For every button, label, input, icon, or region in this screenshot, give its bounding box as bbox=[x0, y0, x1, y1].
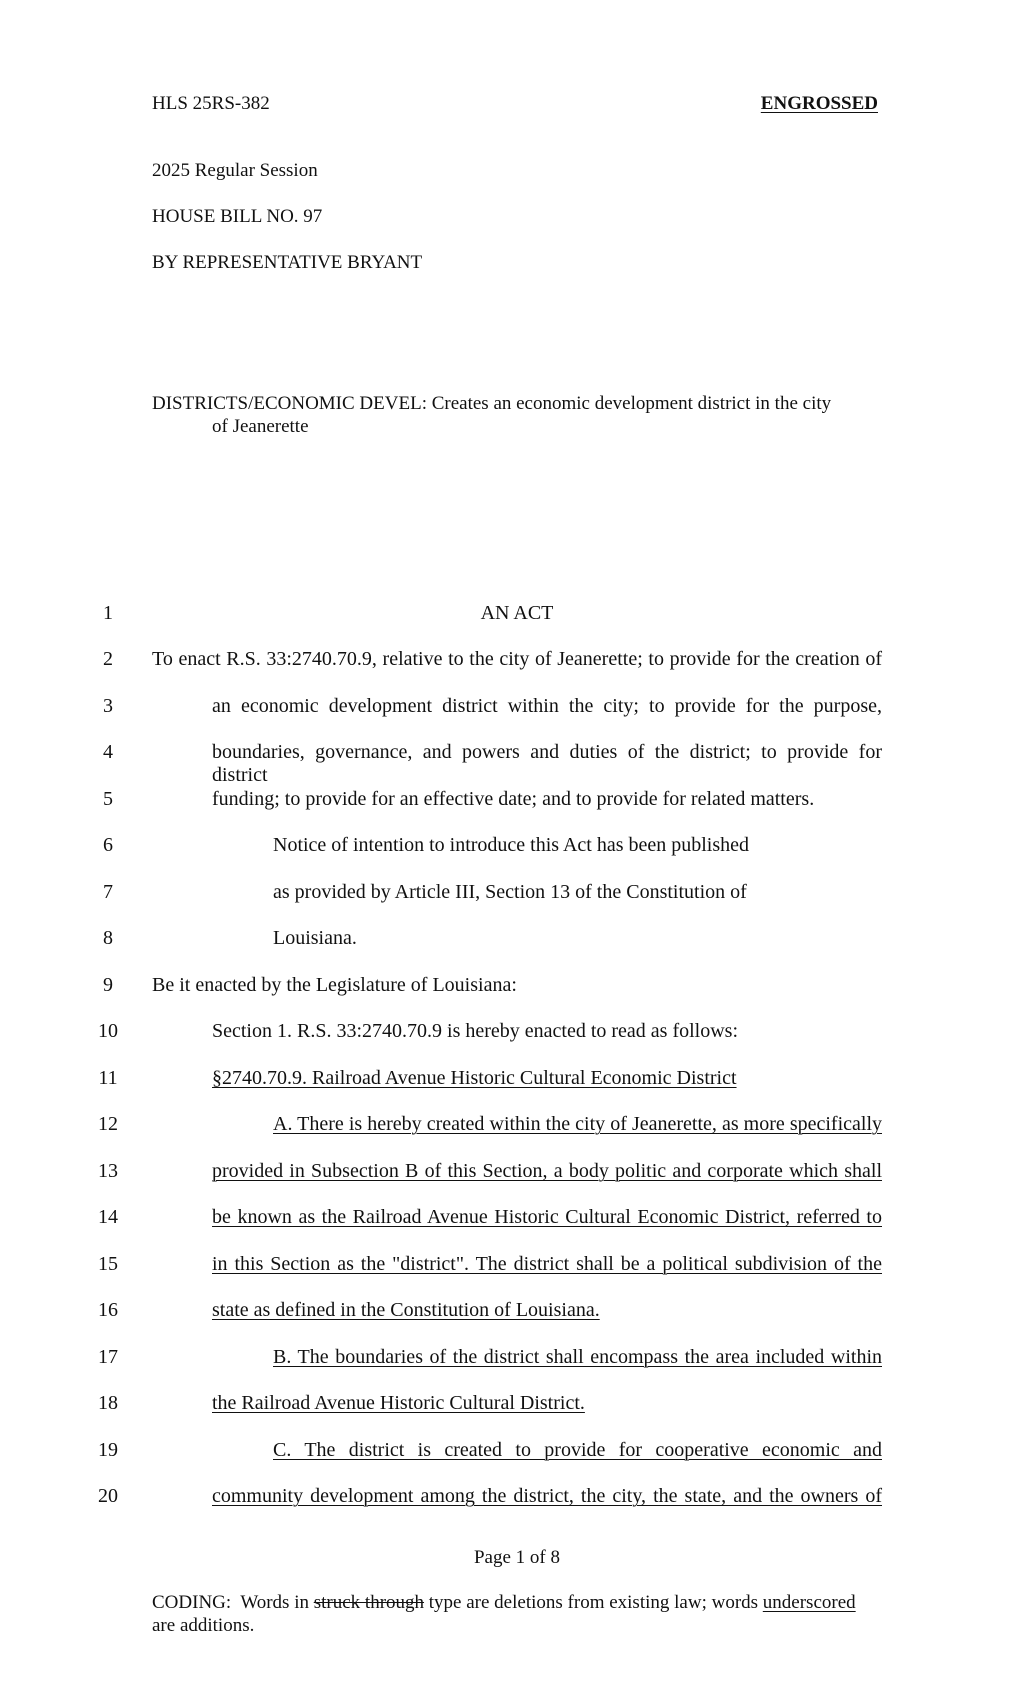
line-number: 14 bbox=[98, 1206, 118, 1228]
line-number: 12 bbox=[98, 1113, 118, 1135]
line-number: 10 bbox=[98, 1020, 118, 1042]
section-text-line: in this Section as the "district". The district shall be a political subdivision of the bbox=[212, 1253, 882, 1275]
line-number: 5 bbox=[103, 788, 113, 810]
title-line: an economic development district within the city; to provide for the purpose, bbox=[212, 695, 882, 717]
notice-line: as provided by Article III, Section 13 of the Constitution of bbox=[273, 881, 747, 903]
line-number: 3 bbox=[103, 695, 113, 717]
section-line: Section 1. R.S. 33:2740.70.9 is hereby enacted to read as follows: bbox=[212, 1020, 739, 1042]
section-text-line: the Railroad Avenue Historic Cultural District. bbox=[212, 1392, 585, 1414]
section-text-line: B. The boundaries of the district shall encompass the area included within bbox=[273, 1346, 882, 1368]
title-line: boundaries, governance, and powers and duties of the district; to provide for district bbox=[212, 741, 882, 786]
line-number: 4 bbox=[103, 741, 113, 763]
line-number: 17 bbox=[98, 1346, 118, 1368]
section-text-line: community development among the district, the city, the state, and the owners of bbox=[212, 1485, 882, 1507]
section-text-line: provided in Subsection B of this Section, a body politic and corporate which shall bbox=[212, 1160, 882, 1182]
line-number: 13 bbox=[98, 1160, 118, 1182]
title-line: funding; to provide for an effective date; and to provide for related matters. bbox=[212, 788, 815, 810]
line-number: 8 bbox=[103, 927, 113, 949]
line-number: 1 bbox=[103, 602, 113, 624]
coding-struck-sample: struck through bbox=[313, 1592, 425, 1613]
line-number: 11 bbox=[98, 1067, 118, 1089]
notice-line: Notice of intention to introduce this Act has been published bbox=[273, 834, 750, 856]
line-number: 20 bbox=[98, 1485, 118, 1507]
section-text-line: state as defined in the Constitution of Louisiana. bbox=[212, 1299, 600, 1321]
line-number: 15 bbox=[98, 1253, 118, 1275]
line-number: 6 bbox=[103, 834, 113, 856]
line-number: 18 bbox=[98, 1392, 118, 1414]
enacting-clause: Be it enacted by the Legislature of Louisiana: bbox=[152, 974, 517, 996]
bill-author: BY REPRESENTATIVE BRYANT bbox=[152, 252, 423, 273]
line-number: 16 bbox=[98, 1299, 118, 1321]
act-title: AN ACT bbox=[480, 602, 554, 624]
section-text-line: be known as the Railroad Avenue Historic Cultural Economic District, referred to bbox=[212, 1206, 882, 1228]
line-number: 19 bbox=[98, 1439, 118, 1461]
coding-prefix: CODING: Words in bbox=[152, 1592, 314, 1613]
session-label: 2025 Regular Session bbox=[152, 160, 318, 181]
section-text-line: C. The district is created to provide for cooperative economic and bbox=[273, 1439, 882, 1461]
digest-line-1: DISTRICTS/ECONOMIC DEVEL: Creates an economic development district in the city bbox=[152, 393, 832, 414]
coding-note-line-2: are additions. bbox=[152, 1615, 255, 1636]
engrossed-status: ENGROSSED bbox=[760, 93, 878, 114]
digest-line-2: of Jeanerette bbox=[212, 416, 309, 437]
coding-note bbox=[152, 1592, 882, 1614]
coding-underscored-sample: underscored bbox=[762, 1592, 856, 1613]
document-id: HLS 25RS-382 bbox=[152, 93, 270, 114]
section-heading: §2740.70.9. Railroad Avenue Historic Cultural Economic District bbox=[212, 1067, 737, 1089]
bill-number: HOUSE BILL NO. 97 bbox=[152, 206, 323, 227]
page-number: Page 1 of 8 bbox=[473, 1547, 560, 1568]
line-number: 2 bbox=[103, 648, 113, 670]
section-text-line: A. There is hereby created within the city of Jeanerette, as more specifically bbox=[273, 1113, 882, 1135]
line-number: 9 bbox=[103, 974, 113, 996]
notice-line: Louisiana. bbox=[273, 927, 357, 949]
title-line: To enact R.S. 33:2740.70.9, relative to the city of Jeanerette; to provide for the creation of bbox=[152, 648, 882, 670]
coding-mid: type are deletions from existing law; words bbox=[424, 1592, 763, 1613]
line-number: 7 bbox=[103, 881, 113, 903]
